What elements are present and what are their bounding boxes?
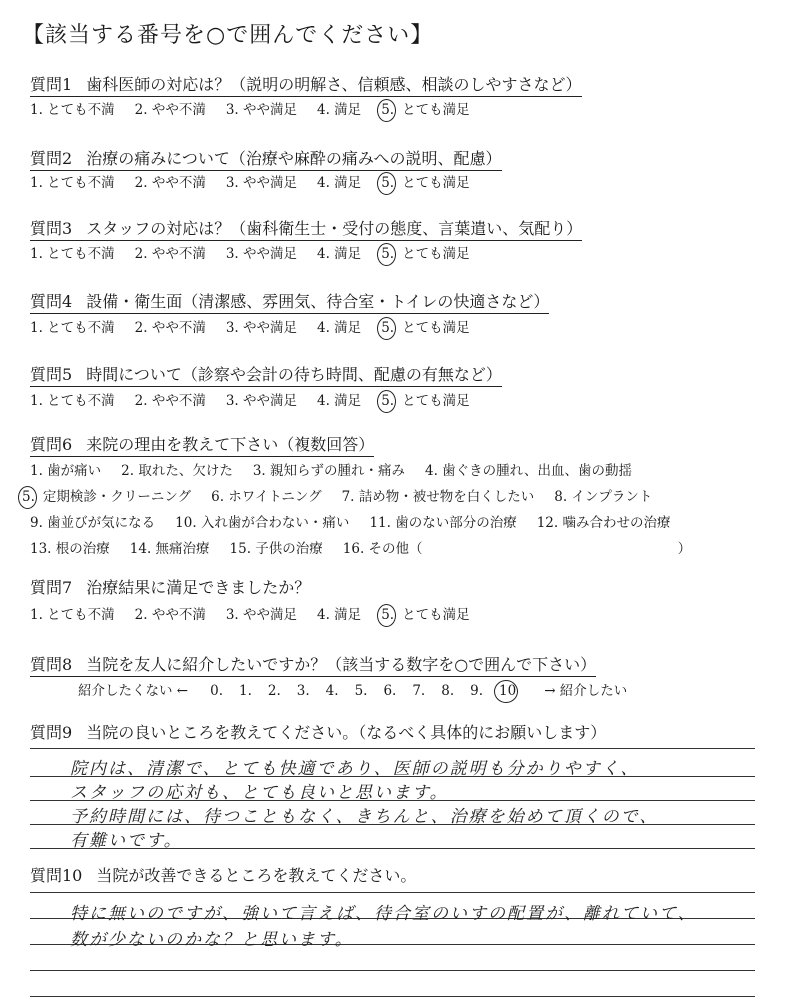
option-label[interactable]: とても満足: [402, 175, 470, 191]
question-text: 治療結果に満足できましたか？: [86, 578, 311, 597]
option-1[interactable]: 1. とても不満: [30, 246, 115, 262]
q9-handwritten-line: 予約時間には、待つこともなく、きちんと、治療を始めて頂くので、: [70, 807, 659, 827]
question-number: 質問6: [30, 435, 73, 454]
q6-option[interactable]: 11. 歯のない部分の治療: [369, 515, 517, 531]
question-8-title: [30, 652, 596, 677]
form-heading: 【該当する番号を○で囲んでください】: [22, 23, 434, 48]
q6-option[interactable]: 6. ホワイトニング: [211, 489, 322, 505]
question-5-title: [30, 362, 502, 387]
option-label[interactable]: とても満足: [402, 320, 470, 336]
question-3-title: [30, 216, 582, 241]
q6-row-1: [30, 459, 652, 479]
option-4[interactable]: 4. 満足: [317, 393, 362, 409]
rating-options-q7: [30, 603, 490, 623]
option-2[interactable]: 2. やや不満: [134, 102, 206, 118]
q6-option[interactable]: 10. 入れ歯が合わない・痛い: [175, 515, 350, 531]
q9-handwritten-line: 有難いです。: [70, 831, 183, 851]
scale-number[interactable]: 5.: [354, 683, 368, 699]
scale-number[interactable]: 2.: [267, 683, 281, 699]
q6-option[interactable]: 4. 歯ぐきの腫れ、出血、歯の動揺: [425, 463, 632, 479]
rating-options-q4: [30, 316, 490, 336]
question-text: 当院を友人に紹介したいですか？（該当する数字を○で囲んで下さい）: [86, 655, 597, 674]
option-2[interactable]: 2. やや不満: [134, 320, 206, 336]
option-2[interactable]: 2. やや不満: [134, 175, 206, 191]
option-5-circled[interactable]: 5.: [381, 102, 395, 118]
option-3[interactable]: 3. やや満足: [225, 393, 298, 409]
question-9-title: [30, 720, 606, 744]
rating-options-q5: [30, 389, 490, 409]
option-4[interactable]: 4. 満足: [317, 246, 362, 262]
rating-options-q1: [30, 98, 490, 118]
option-label[interactable]: とても満足: [402, 393, 470, 409]
option-2[interactable]: 2. やや不満: [134, 246, 206, 262]
q6-option[interactable]: 3. 親知らずの腫れ・痛み: [252, 463, 406, 479]
q9-handwritten-line: 院内は、清潔で、とても快適であり、医師の説明も分かりやすく、: [70, 759, 640, 779]
option-1[interactable]: 1. とても不満: [30, 393, 115, 409]
answer-line: [30, 970, 755, 971]
question-2-title: [30, 146, 502, 171]
q10-handwritten-line: 特に無いのですが、強いて言えば、待合室のいすの配置が、離れていて、: [70, 904, 697, 924]
q6-option[interactable]: 8. インプラント: [554, 489, 653, 505]
q6-row-3: [30, 511, 690, 531]
q6-option[interactable]: 2. 取れた、欠けた: [121, 463, 233, 479]
question-number: 質問7: [30, 578, 73, 597]
q6-option[interactable]: 9. 歯並びが気になる: [30, 515, 156, 531]
scale-number[interactable]: 7.: [412, 683, 426, 699]
question-10-title: [30, 863, 416, 887]
option-label[interactable]: とても満足: [402, 246, 470, 262]
q10-handwritten-line: 数が少ないのかな？と思います。: [70, 930, 354, 950]
option-1[interactable]: 1. とても不満: [30, 320, 115, 336]
question-text: 治療の痛みについて（治療や麻酔の痛みへの説明、配慮）: [86, 149, 502, 168]
option-1[interactable]: 1. とても不満: [30, 607, 115, 623]
option-2[interactable]: 2. やや不満: [134, 393, 206, 409]
rating-options-q3: [30, 242, 490, 262]
q8-scale: [78, 679, 641, 699]
q6-option[interactable]: 12. 噛み合わせの治療: [536, 515, 671, 531]
question-number: 質問1: [30, 75, 73, 94]
scale-right-label: → 紹介したい: [544, 683, 628, 699]
scale-number[interactable]: 6.: [383, 683, 397, 699]
answer-line: [30, 748, 755, 749]
option-4[interactable]: 4. 満足: [317, 102, 362, 118]
question-number: 質問8: [30, 655, 73, 674]
q6-option[interactable]: 15. 子供の治療: [229, 541, 323, 557]
question-4-title: [30, 289, 549, 314]
answer-line: [30, 996, 755, 997]
scale-number[interactable]: 3.: [296, 683, 310, 699]
option-3[interactable]: 3. やや満足: [225, 175, 298, 191]
q6-option[interactable]: 16. その他（: [342, 541, 423, 557]
question-text: 歯科医師の対応は？（説明の明解さ、信頼感、相談のしやすさなど）: [86, 75, 582, 94]
option-3[interactable]: 3. やや満足: [225, 102, 298, 118]
option-3[interactable]: 3. やや満足: [225, 607, 298, 623]
scale-number[interactable]: 8.: [441, 683, 455, 699]
option-2[interactable]: 2. やや不満: [134, 607, 206, 623]
option-5-circled[interactable]: 5.: [381, 246, 395, 262]
scale-number[interactable]: 4.: [325, 683, 339, 699]
option-5-circled[interactable]: 5.: [381, 607, 395, 623]
question-number: 質問9: [30, 723, 73, 742]
q9-handwritten-line: スタッフの応対も、とても良いと思います。: [70, 783, 449, 803]
q6-row-2: [22, 485, 672, 505]
question-text: 時間について（診察や会計の待ち時間、配慮の有無など）: [86, 365, 502, 384]
question-text: スタッフの対応は？（歯科衛生士・受付の態度、言葉遣い、気配り）: [86, 219, 583, 238]
question-text: 設備・衛生面（清潔感、雰囲気、待合室・トイレの快適さなど）: [86, 292, 550, 311]
option-4[interactable]: 4. 満足: [317, 175, 362, 191]
option-5-circled[interactable]: 5.: [381, 393, 395, 409]
question-number: 質問2: [30, 149, 73, 168]
option-1[interactable]: 1. とても不満: [30, 102, 115, 118]
question-text: 当院が改善できるところを教えてください。: [96, 866, 417, 885]
scale-number[interactable]: 0.: [210, 683, 223, 699]
q6-row-4: [30, 537, 711, 557]
answer-line: [30, 892, 755, 893]
q6-option[interactable]: 7. 詰め物・被せ物を白くしたい: [341, 489, 535, 505]
question-text: 当院の良いところを教えてください。（なるべく具体的にお願いします）: [86, 723, 607, 742]
scale-10-circled[interactable]: 10: [499, 683, 517, 699]
option-4[interactable]: 4. 満足: [317, 607, 362, 623]
scale-number[interactable]: 1.: [239, 683, 252, 699]
question-7-title: [30, 575, 310, 599]
scale-number[interactable]: 9.: [470, 683, 484, 699]
rating-options-q2: [30, 171, 490, 191]
question-1-title: [30, 72, 582, 97]
question-number: 質問3: [30, 219, 73, 238]
option-3[interactable]: 3. やや満足: [225, 246, 298, 262]
question-text: 来院の理由を教えて下さい（複数回答）: [86, 435, 375, 454]
q6-option[interactable]: 13. 根の治療: [30, 541, 110, 557]
option-3[interactable]: 3. やや満足: [225, 320, 298, 336]
question-number: 質問5: [30, 365, 73, 384]
scale-left-label: 紹介したくない ←: [78, 683, 189, 699]
option-label[interactable]: とても満足: [402, 102, 470, 118]
question-number: 質問10: [30, 866, 83, 885]
option-label[interactable]: とても満足: [402, 607, 470, 623]
option-5-circled[interactable]: 5.: [381, 320, 395, 336]
q6-option[interactable]: ）: [677, 541, 692, 557]
q6-option[interactable]: 定期検診・クリーニング: [42, 489, 192, 505]
question-number: 質問4: [30, 292, 73, 311]
q6-option[interactable]: 1. 歯が痛い: [30, 463, 102, 479]
q6-option-5-circled[interactable]: 5.: [22, 489, 35, 505]
option-5-circled[interactable]: 5.: [381, 175, 395, 191]
question-6-title: [30, 432, 374, 457]
option-1[interactable]: 1. とても不満: [30, 175, 115, 191]
option-4[interactable]: 4. 満足: [317, 320, 362, 336]
q6-option[interactable]: 14. 無痛治療: [129, 541, 210, 557]
